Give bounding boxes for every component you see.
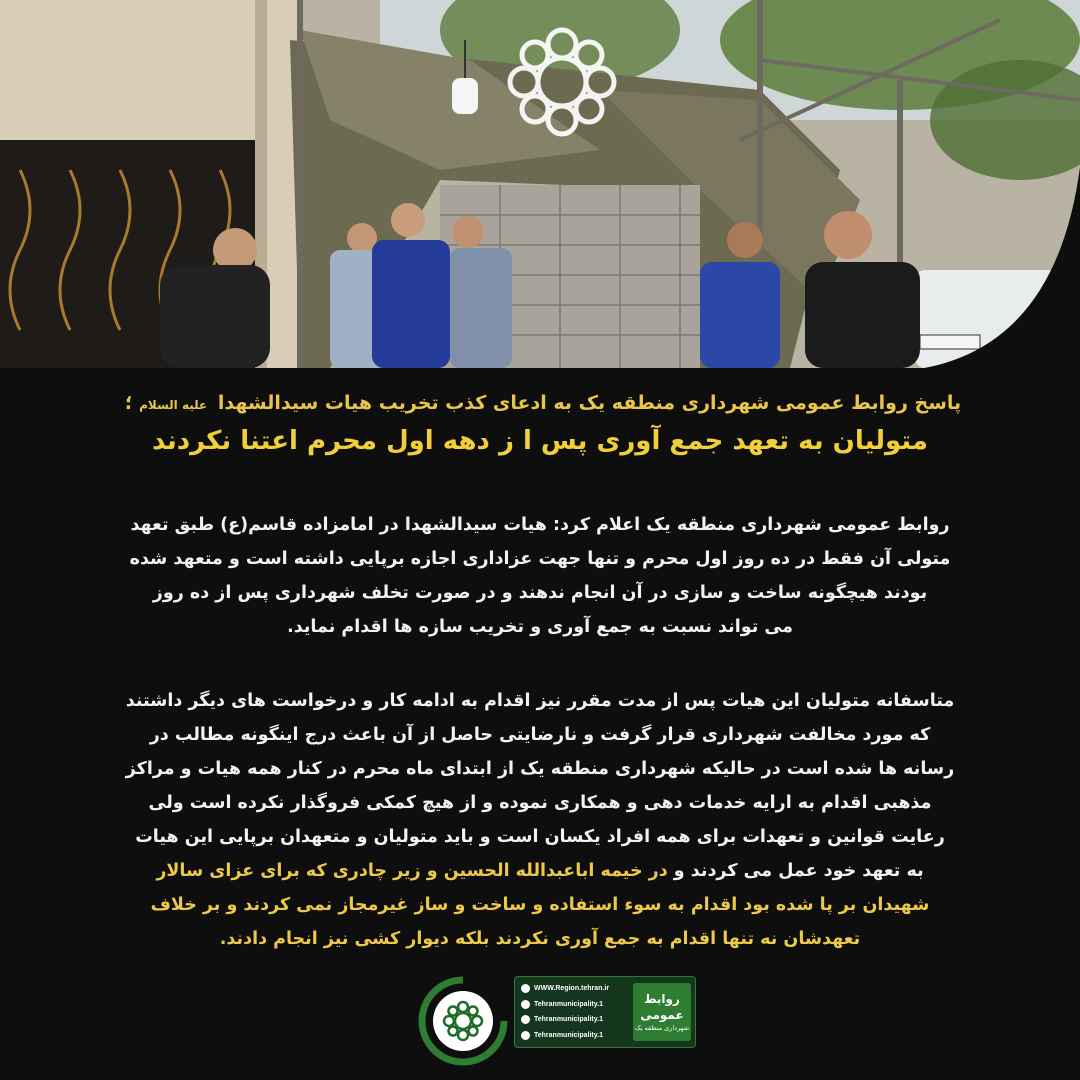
paragraph-line: رسانه ها شده است در حالیکه شهرداری منطقه یک از ابتدای ماه محرم در کنار همه هیات و مراکز <box>125 759 955 779</box>
instagram-link[interactable] <box>521 997 633 1013</box>
telegram-link[interactable] <box>521 1012 633 1028</box>
website-link[interactable] <box>521 981 633 997</box>
paragraph-line-mixed <box>66 854 1014 888</box>
paragraph-line-white-part: به تعهد خود عمل می کردند و <box>673 861 924 881</box>
public-relations-logo <box>633 983 691 1041</box>
rubika-icon <box>521 1031 530 1040</box>
paragraph-line: متاسفانه متولیان این هیات پس از مدت مقرر نیز اقدام به ادامه کار و درخواست های دیگر داشتند <box>125 691 955 711</box>
paragraph-line: رعایت قوانین و تعهدات برای همه افراد یکسان است و باید متولیان و متعهدان برپایی این هیات <box>135 827 945 847</box>
paragraph-line: می تواند نسبت به جمع آوری و تخریب سازه ها اقدام نماید. <box>287 617 793 637</box>
telegram-link-text: Tehranmunicipality.1 <box>534 1016 603 1024</box>
instagram-icon <box>521 1000 530 1009</box>
globe-icon <box>521 984 530 993</box>
sub-headline <box>40 392 1040 414</box>
sub-headline-text: پاسخ روابط عمومی شهرداری منطقه یک به ادعای کذب تخریب هیات سیدالشهدا <box>217 392 962 414</box>
paragraph-line: روابط عمومی شهرداری منطقه یک اعلام کرد: هیات سیدالشهدا در امامزاده قاسم(ع) طبق تعهد <box>130 515 950 535</box>
municipality-logo-icon <box>502 22 622 142</box>
paragraph-line: بودند هیچگونه ساخت و سازی در آن انجام ندهند و در صورت تخلف شهرداری پس از ده روز <box>152 583 928 603</box>
footer-brand-bar <box>418 976 694 1066</box>
paragraph-1 <box>66 508 1014 644</box>
sub-headline-honorific: علیه السلام <box>139 398 208 412</box>
website-link-text: WWW.Region.tehran.ir <box>534 985 610 993</box>
brand-subtitle: شهرداری منطقه یک <box>634 1024 690 1032</box>
paragraph-2 <box>66 684 1014 956</box>
news-photo <box>0 0 1080 368</box>
rubika-link-text: Tehranmunicipality.1 <box>534 1031 603 1039</box>
paragraph-line: متولی آن فقط در ده روز اول محرم و تنها جهت عزاداری اجازه برپایی داشته است و متعهد شده <box>129 549 951 569</box>
footer-social-panel <box>514 976 696 1048</box>
brand-title: روابط عمومی <box>640 992 684 1022</box>
corner-decoration <box>912 150 1080 368</box>
social-links <box>521 981 633 1043</box>
paragraph-line: که مورد مخالفت شهرداری قرار گرفت و نارضایتی حاصل از آن باعث درج اینگونه مطالب در <box>149 725 931 745</box>
page-title: متولیان به تعهد جمع آوری پس ا ز دهه اول محرم اعتنا نکردند <box>152 426 928 456</box>
footer-logo-ring <box>418 976 508 1066</box>
instagram-link-text: Tehranmunicipality.1 <box>534 1000 603 1008</box>
paragraph-line: مذهبی اقدام به ارایه خدمات دهی و همکاری نموده و از هیچ کمکی فروگذار نکرده است ولی <box>148 793 932 813</box>
sub-headline-colon: ؛ <box>124 392 133 414</box>
paragraph-line-yellow-part: در خیمه اباعبدالله الحسین و زیر چادری که برای عزای سالار <box>156 861 674 881</box>
paragraph-line-highlight: تعهدشان نه تنها اقدام به جمع آوری نکردند بلکه دیوار کشی نیز انجام دادند. <box>219 929 861 949</box>
paragraph-line-highlight: شهیدان بر پا شده بود اقدام به سوء استفاده و ساخت و ساز غیرمجاز نمی کردند و بر خلاف <box>150 895 930 915</box>
rubika-link[interactable] <box>521 1028 633 1044</box>
telegram-icon <box>521 1015 530 1024</box>
